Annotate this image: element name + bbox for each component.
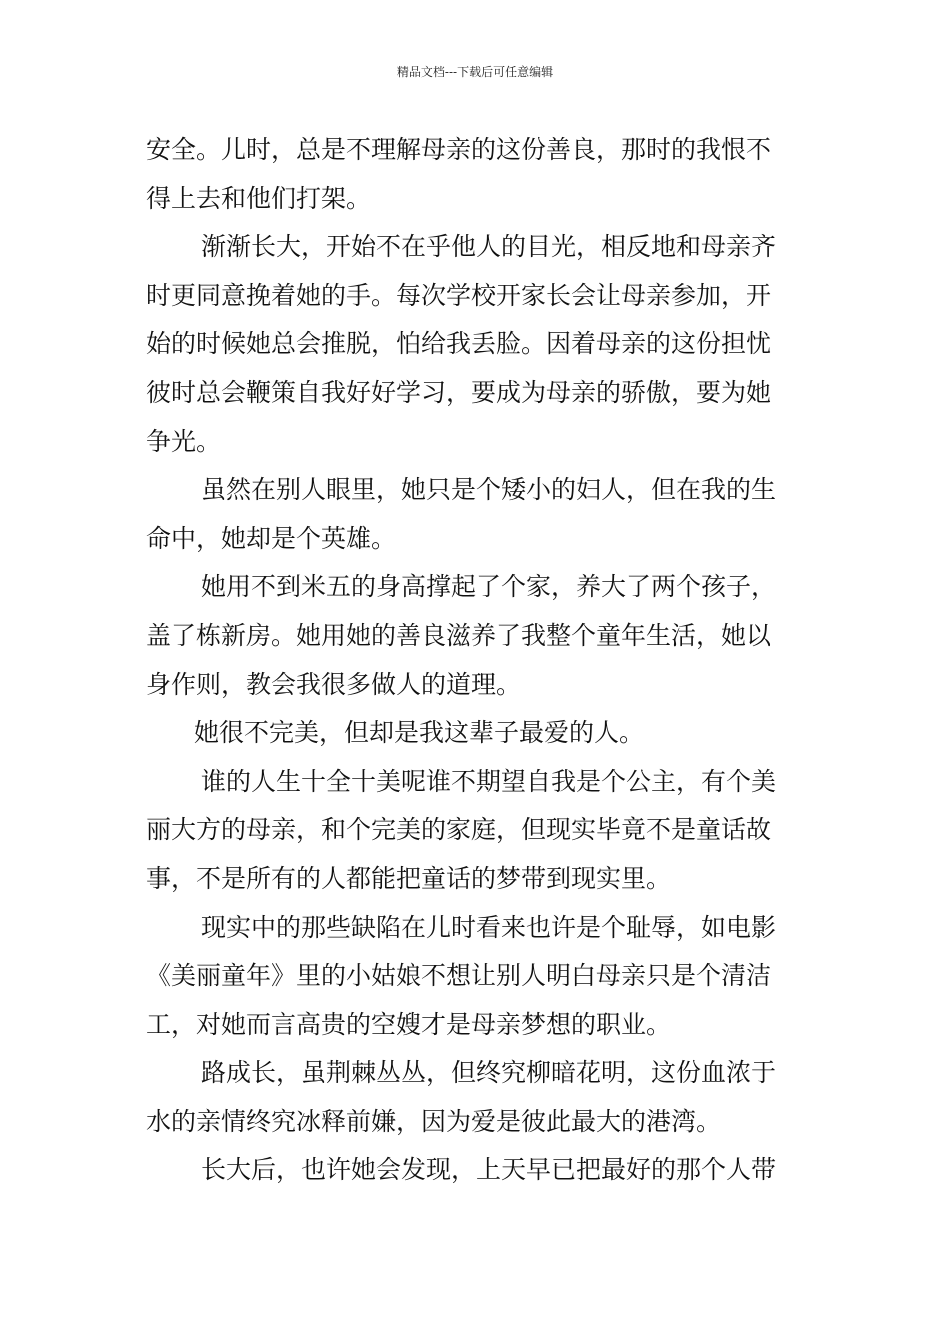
text-line: 命中，她却是个英雄。 [146, 523, 397, 553]
text-line: 《美丽童年》里的小姑娘不想让别人明白母亲只是个清洁 [146, 961, 772, 991]
text-line: 她很不完美，但却是我这辈子最爱的人。 [194, 718, 645, 748]
text-line: 丽大方的母亲，和个完美的家庭，但现实毕竟不是童话故 [146, 815, 772, 845]
text-line: 安全。儿时，总是不理解母亲的这份善良，那时的我恨不 [146, 135, 772, 164]
text-line: 现实中的那些缺陷在儿时看来也许是个耻辱，如电影 [201, 912, 777, 942]
text-line: 时更同意挽着她的手。每次学校开家长会让母亲参加，开 [146, 280, 772, 310]
text-line: 争光。 [146, 426, 222, 456]
page-header: 精品文档---下载后可任意编辑 [396, 65, 554, 79]
text-line: 渐渐长大，开始不在乎他人的目光，相反地和母亲齐 [201, 232, 777, 262]
text-line: 虽然在别人眼里，她只是个矮小的妇人，但在我的生 [201, 475, 777, 505]
text-line: 谁的人生十全十美呢谁不期望自我是个公主，有个美 [201, 766, 777, 796]
text-line: 工，对她而言高贵的空嫂才是母亲梦想的职业。 [146, 1009, 672, 1039]
text-line: 事，不是所有的人都能把童话的梦带到现实里。 [146, 863, 672, 893]
text-line: 她用不到米五的身高撑起了个家，养大了两个孩子， [201, 572, 777, 602]
text-line: 始的时候她总会推脱，怕给我丢脸。因着母亲的这份担忧 [146, 329, 772, 359]
text-line: 水的亲情终究冰释前嫌，因为爱是彼此最大的港湾。 [146, 1106, 722, 1136]
text-line: 身作则，教会我很多做人的道理。 [146, 669, 522, 699]
text-line: 路成长，虽荆棘丛丛，但终究柳暗花明，这份血浓于 [201, 1058, 777, 1088]
text-line: 彼时总会鞭策自我好好学习，要成为母亲的骄傲，要为她 [146, 377, 772, 407]
text-line: 盖了栋新房。她用她的善良滋养了我整个童年生活，她以 [146, 620, 772, 650]
text-line: 长大后，也许她会发现，上天早已把最好的那个人带 [201, 1155, 777, 1185]
text-line: 得上去和他们打架。 [146, 183, 372, 213]
document-body [146, 126, 812, 1195]
